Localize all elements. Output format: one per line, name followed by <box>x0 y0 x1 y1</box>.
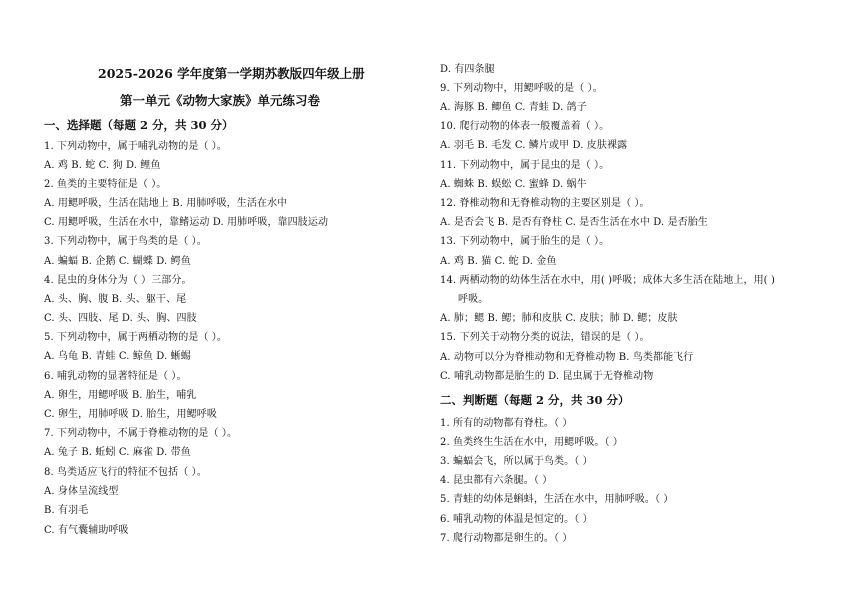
option-line: A. 卵生，用鳃呼吸 B. 胎生，哺乳 <box>44 390 197 401</box>
question-line: 10. 爬行动物的体表一般覆盖着（ ）。 <box>440 121 610 132</box>
option-line: A. 动物可以分为脊椎动物和无脊椎动物 B. 鸟类都能飞行 <box>440 352 694 363</box>
option-line: A. 乌龟 B. 青蛙 C. 鲸鱼 D. 蜥蜴 <box>44 351 191 362</box>
question-line: 2. 鱼类的主要特征是（ ）。 <box>44 179 167 190</box>
option-line: A. 兔子 B. 蚯蚓 C. 麻雀 D. 带鱼 <box>44 447 191 458</box>
question-line: 3. 下列动物中，属于鸟类的是（ ）。 <box>44 236 207 247</box>
judgement-line: 6. 哺乳动物的体温是恒定的。（ ） <box>440 514 593 525</box>
judgement-line: 1. 所有的动物都有脊柱。（ ） <box>440 418 573 429</box>
option-line: A. 用鳃呼吸，生活在陆地上 B. 用肺呼吸，生活在水中 <box>44 198 288 209</box>
option-line: A. 羽毛 B. 毛发 C. 鳞片或甲 D. 皮肤裸露 <box>440 140 628 151</box>
question-line: 11. 下列动物中，属于昆虫的是（ ）。 <box>440 160 610 171</box>
option-line: A. 肺；鳃 B. 鳃；肺和皮肤 C. 皮肤；肺 D. 鳃；皮肤 <box>440 313 678 324</box>
option-line: A. 鸡 B. 蛇 C. 狗 D. 鲤鱼 <box>44 160 161 171</box>
option-line: C. 有气囊辅助呼吸 <box>44 525 129 536</box>
judgement-line: 2. 鱼类终生生活在水中，用鳃呼吸。（ ） <box>440 437 623 448</box>
question-line: 8. 鸟类适应飞行的特征不包括（ ）。 <box>44 467 207 478</box>
option-line: B. 有羽毛 <box>44 505 89 516</box>
option-line: A. 海豚 B. 鲫鱼 C. 青蛙 D. 鸽子 <box>440 102 587 113</box>
exam-title-line2: 第一单元《动物大家族》单元练习卷 <box>120 93 321 108</box>
option-line: C. 用鳃呼吸，生活在水中，靠鳍运动 D. 用肺呼吸，靠四肢运动 <box>44 217 329 228</box>
question-line: 13. 下列动物中，属于胎生的是（ ）。 <box>440 236 610 247</box>
question-line: 4. 昆虫的身体分为（ ）三部分。 <box>44 275 192 286</box>
question-line: 15. 下列关于动物分类的说法，错误的是（ ）。 <box>440 332 650 343</box>
exam-title-line1: 2025-2026 学年度第一学期苏教版四年级上册 <box>98 66 365 81</box>
question-line: 7. 下列动物中，不属于脊椎动物的是（ ）。 <box>44 428 238 439</box>
section-heading-choice: 一、选择题（每题 2 分，共 30 分） <box>44 118 234 132</box>
question-line: 12. 脊椎动物和无脊椎动物的主要区别是（ ）。 <box>440 198 650 209</box>
judgement-line: 7. 爬行动物都是卵生的。（ ） <box>440 533 573 544</box>
option-line: D. 有四条腿 <box>440 64 495 75</box>
option-line: C. 卵生，用肺呼吸 D. 胎生，用鳃呼吸 <box>44 409 217 420</box>
question-line: 14. 两栖动物的幼体生活在水中，用( )呼吸；成体大多生活在陆地上，用( ) <box>440 275 775 286</box>
judgement-line: 3. 蝙蝠会飞，所以属于鸟类。（ ） <box>440 456 593 467</box>
question-line: 5. 下列动物中，属于两栖动物的是（ ）。 <box>44 332 227 343</box>
option-line: C. 哺乳动物都是胎生的 D. 昆虫属于无脊椎动物 <box>440 371 654 382</box>
option-line: A. 头、胸、腹 B. 头、躯干、尾 <box>44 294 187 305</box>
question-line: 9. 下列动物中，用鳃呼吸的是（ ）。 <box>440 83 603 94</box>
option-line: A. 蜘蛛 B. 蜈蚣 C. 蜜蜂 D. 蜗牛 <box>440 179 587 190</box>
option-line: C. 头、四肢、尾 D. 头、胸、四肢 <box>44 313 197 324</box>
option-line: A. 蝙蝠 B. 企鹅 C. 蝴蝶 D. 鳄鱼 <box>44 256 191 267</box>
section-heading-judgement: 二、判断题（每题 2 分，共 30 分） <box>440 393 630 407</box>
option-line: A. 是否会飞 B. 是否有脊柱 C. 是否生活在水中 D. 是否胎生 <box>440 217 708 228</box>
question-line-continued: 呼吸。 <box>458 294 489 305</box>
judgement-line: 4. 昆虫都有六条腿。（ ） <box>440 475 553 486</box>
question-line: 1. 下列动物中，属于哺乳动物的是（ ）。 <box>44 141 227 152</box>
judgement-line: 5. 青蛙的幼体是蝌蚪，生活在水中，用肺呼吸。（ ） <box>440 494 674 505</box>
question-line: 6. 哺乳动物的显著特征是（ ）。 <box>44 371 187 382</box>
option-line: A. 身体呈流线型 <box>44 486 119 497</box>
option-line: A. 鸡 B. 猫 C. 蛇 D. 金鱼 <box>440 256 557 267</box>
